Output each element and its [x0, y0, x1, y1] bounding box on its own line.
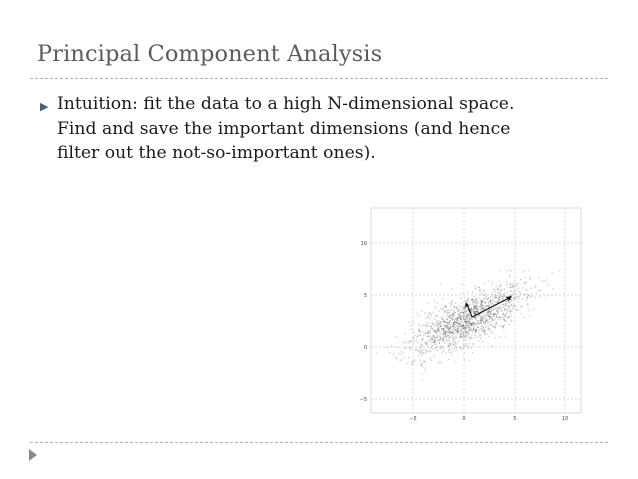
bullet-line: Find and save the important dimensions (and hence — [57, 118, 511, 139]
x-tick-label: 5 — [513, 416, 517, 422]
pca-scatter-figure — [357, 206, 585, 422]
slide-title: Principal Component Analysis — [37, 41, 383, 67]
plot-frame — [371, 208, 581, 413]
bullet-line: filter out the not-so-important ones). — [57, 143, 376, 164]
footer-marker-icon — [29, 449, 37, 461]
data-point-cloud — [376, 269, 561, 380]
scatter-plot — [357, 206, 585, 422]
bullet-line: Intuition: fit the data to a high N-dimensional space. — [57, 94, 515, 114]
y-tick-label: −5 — [359, 397, 367, 403]
x-tick-label: −5 — [409, 416, 417, 422]
title-divider — [30, 78, 608, 79]
y-tick-label: 10 — [360, 241, 367, 247]
y-tick-label: 5 — [363, 293, 367, 299]
bullet-text — [57, 92, 622, 166]
x-tick-label: 10 — [561, 416, 569, 422]
x-tick-label: 0 — [462, 416, 466, 422]
y-tick-label: 0 — [363, 345, 367, 351]
bullet-marker-icon: ▶ — [40, 100, 49, 113]
footer-divider — [30, 442, 608, 443]
